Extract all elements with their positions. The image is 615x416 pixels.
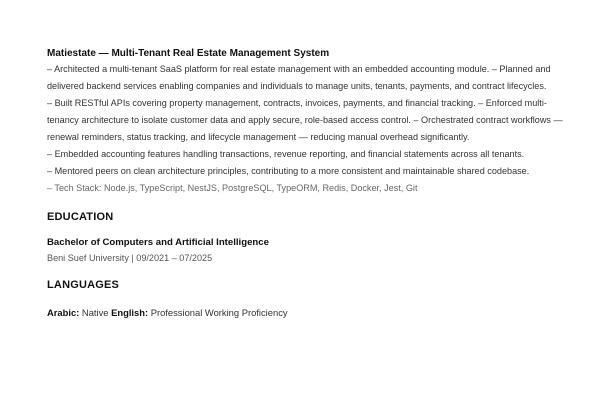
- school-info: Beni Suef University | 09/2021 – 07/2025: [47, 253, 213, 263]
- project-bullet: – Embedded accounting features handling transactions, revenue reporting, and financial statements across all tenants.: [47, 149, 525, 159]
- languages-heading: LANGUAGES: [47, 279, 120, 291]
- language-level: Professional Working Proficiency: [150, 307, 288, 318]
- language-name: English:: [111, 307, 149, 318]
- language-level: Native: [81, 307, 109, 318]
- project-title: Matiestate — Multi-Tenant Real Estate Management System: [47, 48, 330, 59]
- project-bullet: – Mentored peers on clean architecture principles, contributing to a more consistent and maintainable shared codebase.: [47, 166, 530, 176]
- education-section: [47, 210, 575, 265]
- tech-stack: – Tech Stack: Node.js, TypeScript, NestJS, PostgreSQL, TypeORM, Redis, Docker, Jest, Git: [47, 183, 418, 193]
- project-bullet: – Built RESTful APIs covering property management, contracts, invoices, payments, and financial tracking. – Enforced multi-tenancy architecture to isolate customer data and apply secure, role-based access control. – Orchestrated contract workflows — renewal reminders, status tracking, and lifecycle management — reducing manual overhead significantly.: [47, 98, 563, 142]
- project-bullet: – Architected a multi-tenant SaaS platform for real estate management with an embedded accounting module. – Planned and delivered backend services enabling companies and individuals to manage units, tenants, payments, and contract lifecycles.: [47, 64, 551, 91]
- languages-section: [47, 278, 575, 320]
- language-name: Arabic:: [47, 307, 80, 318]
- degree-title: Bachelor of Computers and Artificial Intelligence: [47, 237, 269, 248]
- project-bullets: [47, 61, 575, 180]
- languages-line: [47, 306, 575, 320]
- project-section: [47, 48, 575, 197]
- education-heading: EDUCATION: [47, 211, 114, 223]
